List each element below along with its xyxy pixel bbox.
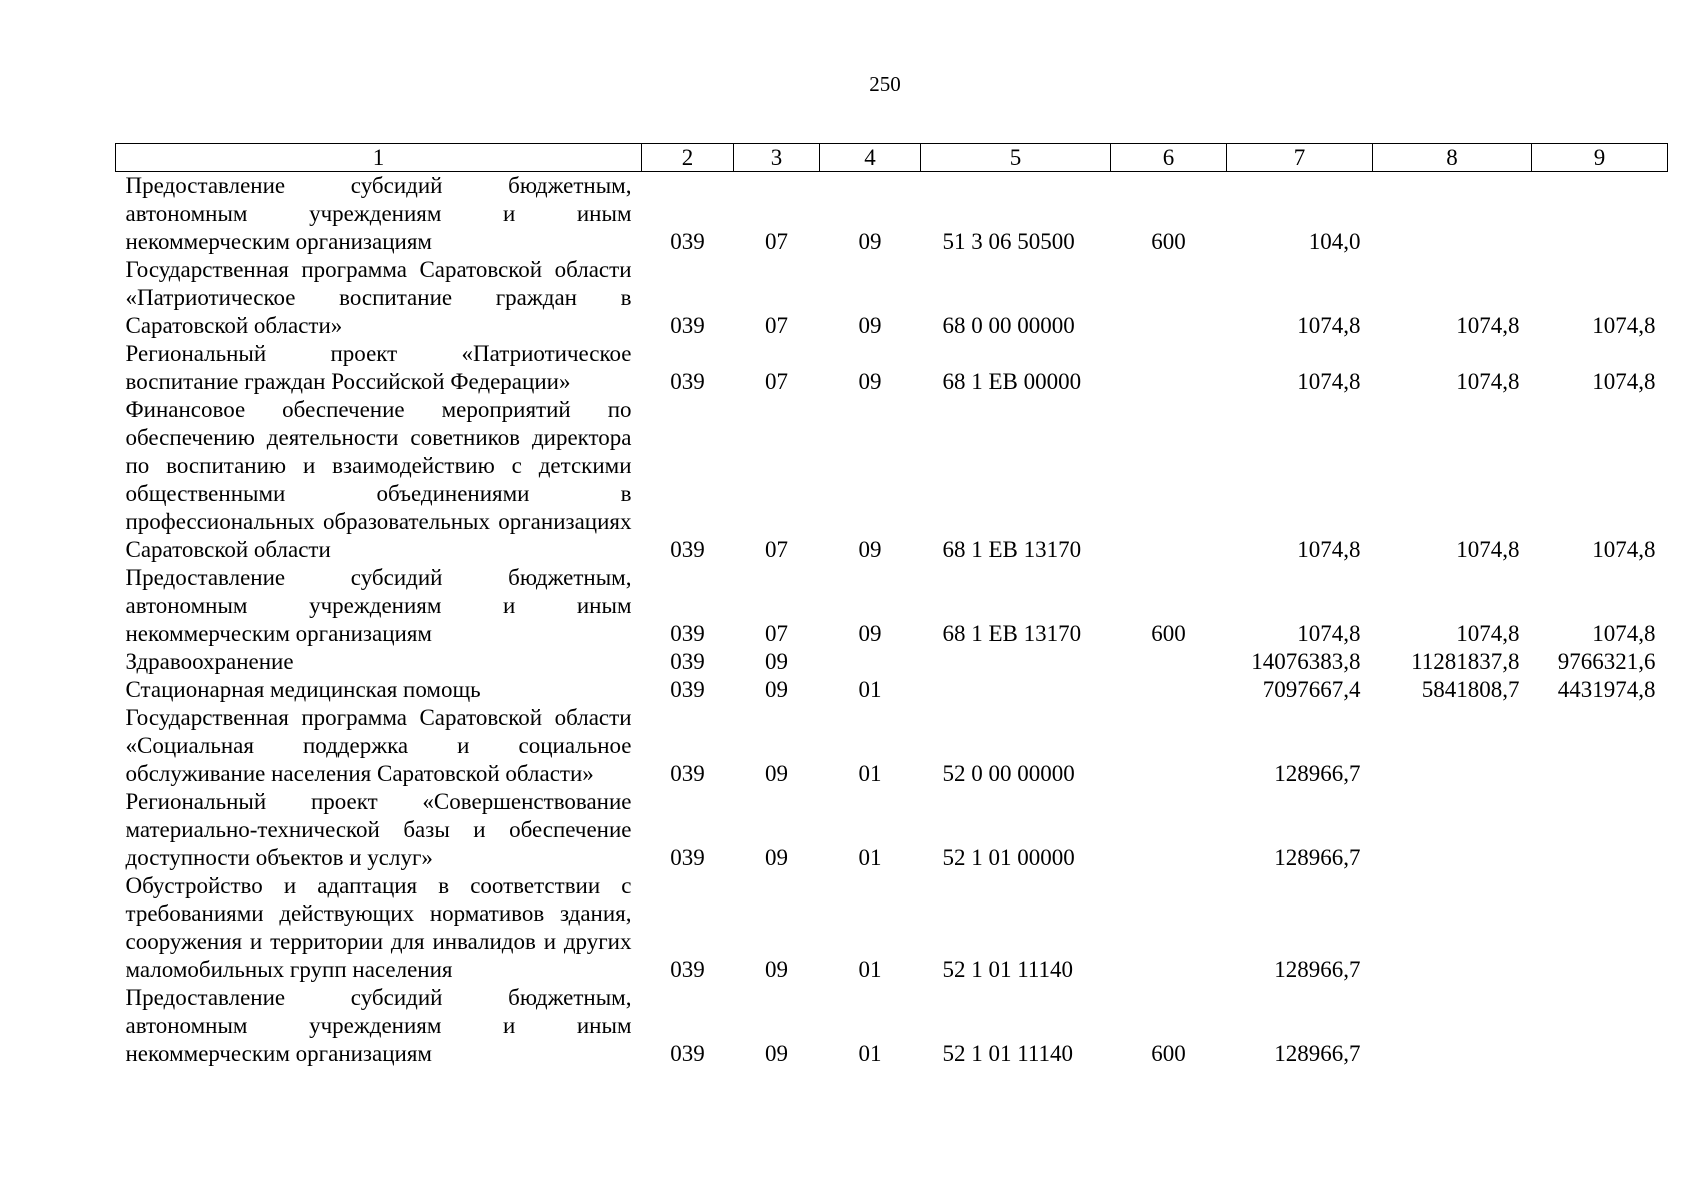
cell-section: 07 xyxy=(765,621,788,646)
table-body xyxy=(116,172,1668,1069)
cell-amount-9 xyxy=(1532,172,1668,257)
cell-expense-type xyxy=(1111,676,1227,704)
column-header: 1 xyxy=(116,144,642,172)
cell-target-article: 52 1 01 00000 xyxy=(942,845,1075,870)
cell-admin-code: 039 xyxy=(670,537,705,562)
cell-subsection: 01 xyxy=(858,761,882,786)
cell-target-article: 52 0 00 00000 xyxy=(942,761,1075,786)
cell-target-article: 68 1 ЕВ 13170 xyxy=(942,537,1082,562)
cell-amount-7: 128966,7 xyxy=(1274,845,1361,870)
cell-amount-8 xyxy=(1373,872,1532,984)
cell-amount-8: 1074,8 xyxy=(1456,537,1520,562)
cell-section: 09 xyxy=(765,677,788,702)
cell-amount-9: 1074,8 xyxy=(1592,537,1656,562)
cell-amount-7: 128966,7 xyxy=(1274,1041,1361,1066)
cell-expense-type: 600 xyxy=(1151,229,1186,254)
table-row xyxy=(116,256,1668,340)
column-header: 9 xyxy=(1532,144,1668,172)
cell-section: 09 xyxy=(765,1041,788,1066)
cell-subsection: 01 xyxy=(858,845,882,870)
cell-amount-7: 1074,8 xyxy=(1297,537,1361,562)
cell-section: 07 xyxy=(765,313,788,338)
cell-subsection xyxy=(820,648,921,676)
cell-subsection: 01 xyxy=(858,677,882,702)
cell-amount-8: 11281837,8 xyxy=(1411,649,1520,674)
cell-subsection: 09 xyxy=(858,369,882,394)
row-name: Предоставление субсидий бюджетным, автономным учреждениям и иным некоммерческим организациям xyxy=(125,565,632,646)
table-row xyxy=(116,788,1668,872)
cell-section: 07 xyxy=(765,229,788,254)
cell-amount-7: 7097667,4 xyxy=(1262,677,1361,702)
table-row xyxy=(116,704,1668,788)
cell-section: 09 xyxy=(765,761,788,786)
cell-subsection: 09 xyxy=(858,537,882,562)
cell-expense-type xyxy=(1111,340,1227,396)
cell-target-article xyxy=(921,676,1111,704)
cell-amount-8: 1074,8 xyxy=(1456,369,1520,394)
row-name: Региональный проект «Совершенствование материально-технической базы и обеспечение доступности объектов и услуг» xyxy=(125,789,632,870)
table-row xyxy=(116,396,1668,564)
cell-admin-code: 039 xyxy=(670,621,705,646)
cell-amount-8 xyxy=(1373,172,1532,257)
cell-amount-7: 128966,7 xyxy=(1274,957,1361,982)
cell-amount-8 xyxy=(1373,984,1532,1068)
row-name: Здравоохранение xyxy=(125,649,294,674)
cell-expense-type xyxy=(1111,704,1227,788)
cell-expense-type xyxy=(1111,788,1227,872)
cell-amount-8: 1074,8 xyxy=(1456,621,1520,646)
cell-expense-type xyxy=(1111,648,1227,676)
column-header: 2 xyxy=(642,144,734,172)
row-name: Финансовое обеспечение мероприятий по обеспечению деятельности советников директора по воспитанию и взаимодействию с детскими общественными объединениями в профессиональных образовательных организациях Саратовской области xyxy=(125,397,632,562)
cell-expense-type xyxy=(1111,396,1227,564)
cell-expense-type xyxy=(1111,872,1227,984)
cell-section: 09 xyxy=(765,957,788,982)
header-row xyxy=(116,144,1668,172)
row-name: Государственная программа Саратовской области «Социальная поддержка и социальное обслуживание населения Саратовской области» xyxy=(125,705,632,786)
cell-amount-9: 4431974,8 xyxy=(1557,677,1656,702)
column-header: 8 xyxy=(1373,144,1532,172)
row-name: Государственная программа Саратовской области «Патриотическое воспитание граждан в Саратовской области» xyxy=(125,257,632,338)
table-row xyxy=(116,676,1668,704)
cell-amount-9 xyxy=(1532,872,1668,984)
cell-subsection: 09 xyxy=(858,313,882,338)
column-header: 7 xyxy=(1227,144,1373,172)
page-number: 250 xyxy=(869,72,901,96)
cell-amount-9 xyxy=(1532,984,1668,1068)
cell-target-article: 68 0 00 00000 xyxy=(942,313,1075,338)
cell-admin-code: 039 xyxy=(670,369,705,394)
cell-amount-9: 9766321,6 xyxy=(1557,649,1656,674)
cell-amount-8: 5841808,7 xyxy=(1421,677,1520,702)
table-row xyxy=(116,340,1668,396)
table-row xyxy=(116,648,1668,676)
cell-amount-7: 14076383,8 xyxy=(1251,649,1361,674)
cell-amount-7: 128966,7 xyxy=(1274,761,1361,786)
table-row xyxy=(116,564,1668,648)
cell-subsection: 01 xyxy=(858,1041,882,1066)
cell-amount-9 xyxy=(1532,788,1668,872)
cell-target-article: 68 1 ЕВ 00000 xyxy=(942,369,1082,394)
cell-expense-type: 600 xyxy=(1151,1041,1186,1066)
cell-section: 09 xyxy=(765,649,788,674)
cell-target-article: 52 1 01 11140 xyxy=(942,1041,1074,1066)
cell-amount-7: 104,0 xyxy=(1308,229,1361,254)
row-name: Региональный проект «Патриотическое воспитание граждан Российской Федерации» xyxy=(125,341,632,394)
column-header: 6 xyxy=(1111,144,1227,172)
cell-expense-type xyxy=(1111,256,1227,340)
cell-admin-code: 039 xyxy=(670,313,705,338)
cell-target-article: 52 1 01 11140 xyxy=(942,957,1074,982)
cell-section: 07 xyxy=(765,369,788,394)
table-row xyxy=(116,172,1668,257)
cell-amount-7: 1074,8 xyxy=(1297,369,1361,394)
row-name: Предоставление субсидий бюджетным, автономным учреждениям и иным некоммерческим организациям xyxy=(125,985,632,1066)
cell-amount-8 xyxy=(1373,788,1532,872)
cell-admin-code: 039 xyxy=(670,649,705,674)
cell-admin-code: 039 xyxy=(670,229,705,254)
cell-amount-7: 1074,8 xyxy=(1297,313,1361,338)
table-row xyxy=(116,984,1668,1068)
cell-admin-code: 039 xyxy=(670,957,705,982)
cell-amount-9 xyxy=(1532,704,1668,788)
cell-admin-code: 039 xyxy=(670,845,705,870)
cell-subsection: 09 xyxy=(858,229,882,254)
cell-amount-9: 1074,8 xyxy=(1592,621,1656,646)
cell-amount-8: 1074,8 xyxy=(1456,313,1520,338)
table-row xyxy=(116,872,1668,984)
cell-subsection: 09 xyxy=(858,621,882,646)
cell-section: 07 xyxy=(765,537,788,562)
cell-admin-code: 039 xyxy=(670,677,705,702)
cell-target-article: 51 3 06 50500 xyxy=(942,229,1075,254)
cell-admin-code: 039 xyxy=(670,761,705,786)
row-name: Обустройство и адаптация в соответствии с требованиями действующих нормативов здания, сооружения и территории для инвалидов и других маломобильных групп населения xyxy=(125,873,632,982)
table-header xyxy=(116,144,1668,172)
cell-amount-9: 1074,8 xyxy=(1592,369,1656,394)
cell-amount-7: 1074,8 xyxy=(1297,621,1361,646)
row-name: Стационарная медицинская помощь xyxy=(125,677,481,702)
cell-amount-9: 1074,8 xyxy=(1592,313,1656,338)
cell-target-article: 68 1 ЕВ 13170 xyxy=(942,621,1082,646)
row-name: Предоставление субсидий бюджетным, автономным учреждениям и иным некоммерческим организациям xyxy=(125,173,632,254)
budget-table xyxy=(115,143,1668,1068)
column-header: 4 xyxy=(820,144,921,172)
column-header: 3 xyxy=(734,144,820,172)
cell-subsection: 01 xyxy=(858,957,882,982)
cell-section: 09 xyxy=(765,845,788,870)
cell-expense-type: 600 xyxy=(1151,621,1186,646)
cell-admin-code: 039 xyxy=(670,1041,705,1066)
column-header: 5 xyxy=(921,144,1111,172)
cell-amount-8 xyxy=(1373,704,1532,788)
cell-target-article xyxy=(921,648,1111,676)
